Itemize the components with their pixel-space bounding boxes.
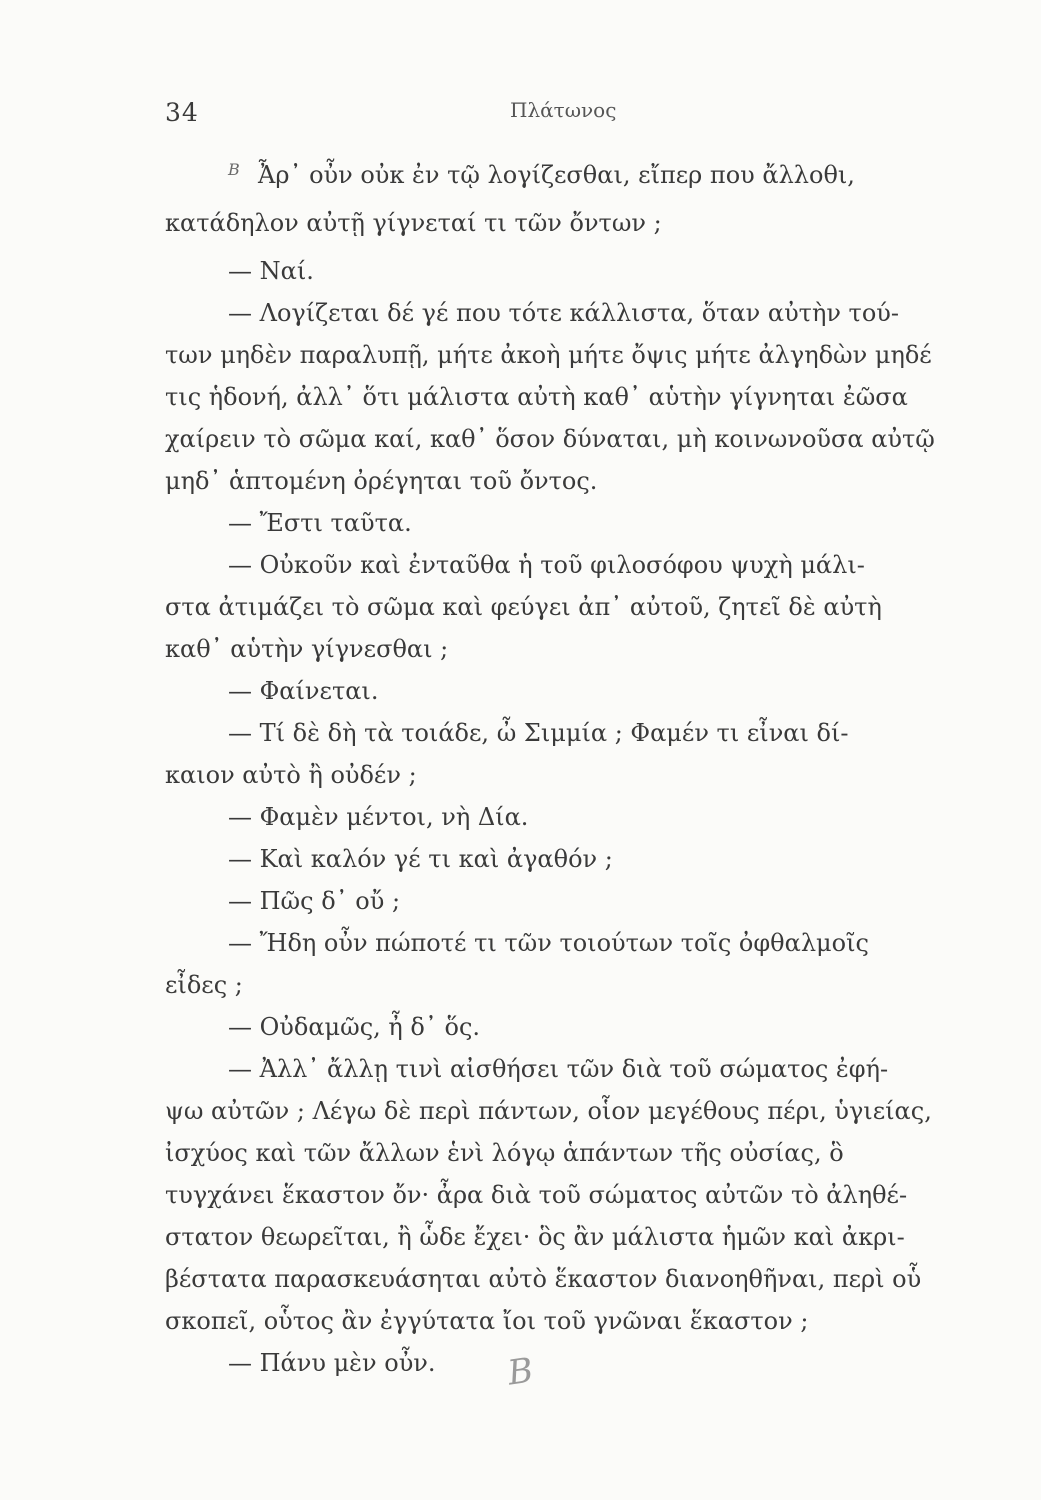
text-line: — Ἀλλ᾽ ἄλλῃ τινὶ αἰσθήσει τῶν διὰ τοῦ σώματος ἐφή-: [228, 1055, 889, 1083]
text-line: — Οὐδαμῶς, ἦ δ᾽ ὅς.: [228, 1013, 481, 1041]
text-line: Ἆρ᾽ οὖν οὐκ ἐν τῷ λογίζεσθαι, εἴπερ που ἄλλοθι,: [258, 161, 855, 189]
text-line: — Ἔστι ταῦτα.: [228, 509, 412, 537]
text-line: καθ᾽ αὑτὴν γίγνεσθαι ;: [165, 635, 449, 663]
text-line: — Λογίζεται δέ γέ που τότε κάλλιστα, ὅταν αὐτὴν τού-: [228, 299, 899, 327]
pencil-annotation: B: [505, 1350, 536, 1394]
text-line: μηδ᾽ ἁπτομένη ὀρέγηται τοῦ ὄντος.: [165, 467, 598, 495]
text-line: βέστατα παρασκευάσηται αὐτὸ ἕκαστον διανοηθῆναι, περὶ οὗ: [165, 1265, 922, 1293]
text-line: τις ἡδονή, ἀλλ᾽ ὅτι μάλιστα αὐτὴ καθ᾽ αὑτὴν γίγνηται ἐῶσα: [165, 383, 908, 411]
text-line: ἰσχύος καὶ τῶν ἄλλων ἑνὶ λόγῳ ἁπάντων τῆς οὐσίας, ὃ: [165, 1139, 844, 1167]
text-line: ψω αὐτῶν ; Λέγω δὲ περὶ πάντων, οἷον μεγέθους πέρι, ὑγιείας,: [165, 1097, 932, 1125]
text-line: — Πῶς δ᾽ οὔ ;: [228, 887, 401, 915]
text-line: κατάδηλον αὐτῇ γίγνεταί τι τῶν ὄντων ;: [165, 209, 662, 237]
running-head: Πλάτωνος: [510, 98, 617, 122]
text-line: των μηδὲν παραλυπῇ, μήτε ἀκοὴ μήτε ὄψις μήτε ἀλγηδὼν μηδέ: [165, 341, 932, 369]
text-line: — Πάνυ μὲν οὖν.: [228, 1349, 436, 1377]
page-number: 34: [165, 98, 199, 127]
marginal-note: B: [228, 160, 240, 179]
text-line: — Τί δὲ δὴ τὰ τοιάδε, ὦ Σιμμία ; Φαμέν τι εἶναι δί-: [228, 719, 849, 747]
text-line: καιον αὐτὸ ἢ οὐδέν ;: [165, 761, 417, 789]
text-line: σκοπεῖ, οὗτος ἂν ἐγγύτατα ἴοι τοῦ γνῶναι ἕκαστον ;: [165, 1307, 809, 1335]
text-line: — Ἤδη οὖν πώποτέ τι τῶν τοιούτων τοῖς ὀφθαλμοῖς: [228, 929, 869, 957]
text-line: — Φαμὲν μέντοι, νὴ Δία.: [228, 803, 529, 831]
text-line: στα ἀτιμάζει τὸ σῶμα καὶ φεύγει ἀπ᾽ αὐτοῦ, ζητεῖ δὲ αὐτὴ: [165, 593, 882, 621]
text-line: στατον θεωρεῖται, ἢ ὧδε ἔχει· ὃς ἂν μάλιστα ἡμῶν καὶ ἀκρι-: [165, 1223, 905, 1251]
text-line: — Καὶ καλόν γέ τι καὶ ἀγαθόν ;: [228, 845, 613, 873]
text-line: χαίρειν τὸ σῶμα καί, καθ᾽ ὅσον δύναται, μὴ κοινωνοῦσα αὐτῷ: [165, 425, 935, 453]
text-line: εἶδες ;: [165, 971, 243, 999]
text-line: τυγχάνει ἕκαστον ὄν· ἆρα διὰ τοῦ σώματος αὐτῶν τὸ ἀληθέ-: [165, 1181, 908, 1209]
text-line: — Οὐκοῦν καὶ ἐνταῦθα ἡ τοῦ φιλοσόφου ψυχὴ μάλι-: [228, 551, 865, 579]
text-line: — Ναί.: [228, 257, 314, 285]
text-line: — Φαίνεται.: [228, 677, 379, 705]
